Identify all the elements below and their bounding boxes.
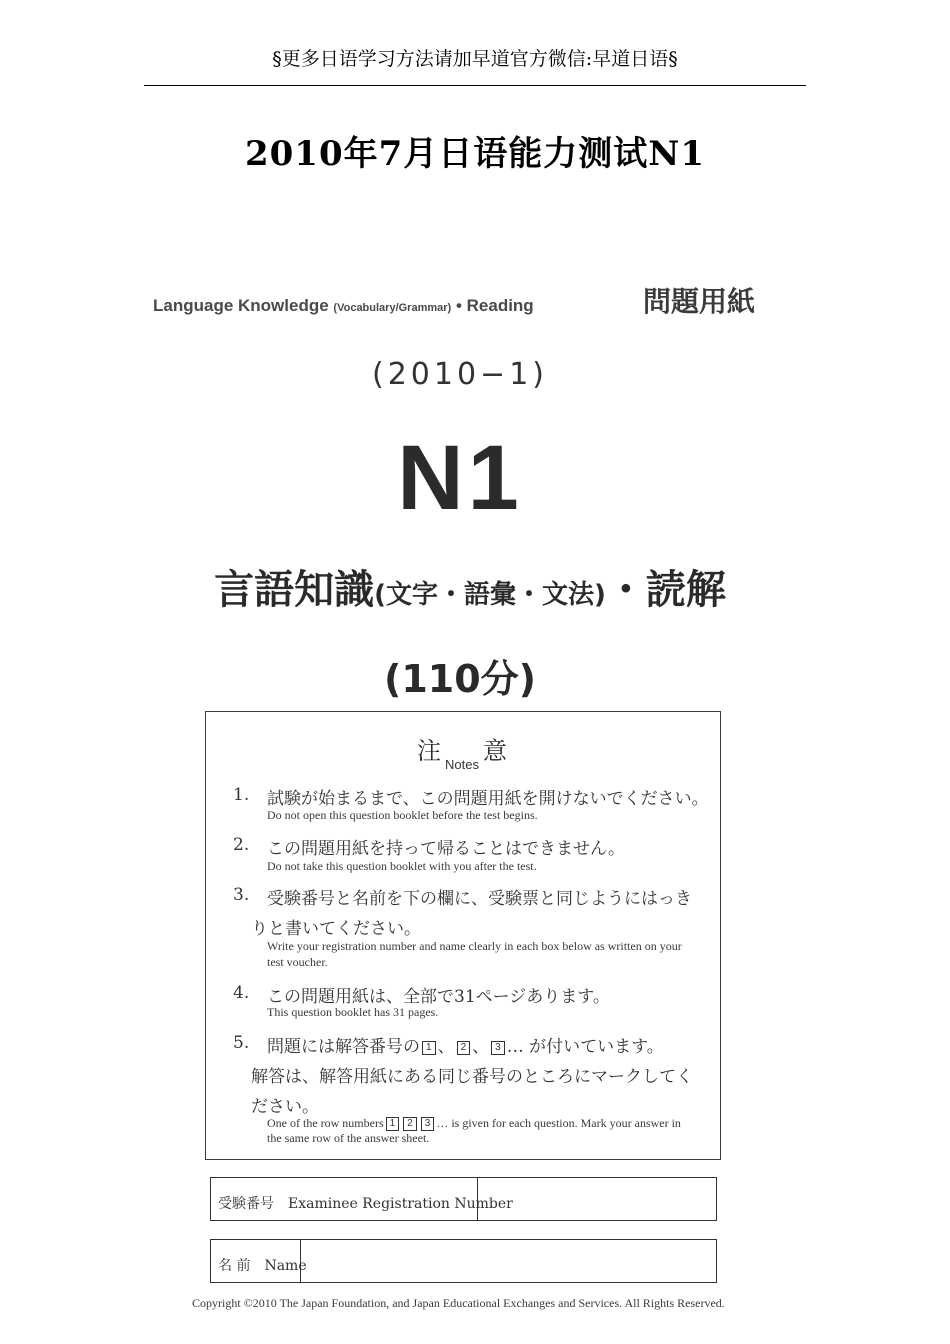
note-english: Write your registration number and name clearly in each box below as written on your	[267, 939, 682, 953]
note-english: This question booklet has 31 pages.	[267, 1005, 439, 1019]
notes-title-right: 意	[483, 737, 507, 765]
row-number-mark: 1	[386, 1117, 400, 1131]
note-japanese: この問題用紙は、全部で31ページあります。	[267, 987, 610, 1007]
booklet-label: 問題用紙	[643, 285, 756, 318]
note-english-suffix: … is given for each question. Mark your answer in	[436, 1116, 681, 1130]
section-tail: ・読解	[605, 567, 726, 613]
registration-number-label: 受験番号 Examinee Registration Number	[218, 1196, 513, 1212]
note-japanese: りと書いてください。	[251, 919, 421, 939]
note-japanese: 受験番号と名前を下の欄に、受験票と同じようにはっき	[267, 889, 692, 909]
row-number-mark: 1	[422, 1041, 436, 1055]
note-japanese-prefix: 問題には解答番号の	[267, 1037, 420, 1057]
registration-number-divider	[477, 1178, 478, 1220]
level-heading: N1	[397, 427, 523, 529]
header-divider	[144, 85, 806, 86]
note-english: test voucher.	[267, 955, 328, 969]
subject-english	[153, 296, 534, 316]
row-number-mark: 2	[403, 1117, 417, 1131]
row-number-mark: 3	[491, 1041, 505, 1055]
subject-english-main: Language Knowledge	[153, 296, 329, 315]
note-japanese-suffix: … が付いています。	[506, 1037, 664, 1057]
exam-code: (2010−1)	[372, 357, 548, 392]
promo-header: §更多日语学习方法请加早道官方微信:早道日语§	[272, 48, 678, 70]
note-number: 1.	[233, 785, 250, 805]
duration: (110分)	[383, 657, 537, 701]
note-japanese: この問題用紙を持って帰ることはできません。	[267, 839, 626, 859]
section-main: 言語知識	[214, 567, 375, 613]
subject-english-sub: (Vocabulary/Grammar)	[333, 302, 452, 314]
name-label: 名 前 Name	[218, 1258, 307, 1274]
note-english-prefix: One of the row numbers	[267, 1116, 384, 1130]
note-english: the same row of the answer sheet.	[267, 1131, 430, 1145]
registration-number-input[interactable]	[480, 1179, 713, 1218]
name-divider	[300, 1240, 301, 1282]
subject-english-tail: • Reading	[455, 296, 534, 315]
copyright-notice: Copyright ©2010 The Japan Foundation, and Japan Educational Exchanges and Services. All Rights Reserved.	[192, 1296, 725, 1310]
row-number-mark: 3	[421, 1117, 435, 1131]
row-number-mark: 2	[457, 1041, 471, 1055]
section-sub: (文字・語彙・文法)	[374, 580, 606, 610]
note-japanese: 問題には解答番号の 1 、 2 、 3 … が付いています。	[267, 1037, 664, 1057]
note-english: Do not take this question booklet with you after the test.	[267, 859, 537, 873]
note-japanese: 試験が始まるまで、この問題用紙を開けないでください。	[267, 789, 709, 809]
note-japanese: ださい。	[251, 1097, 319, 1117]
note-number: 4.	[233, 983, 250, 1003]
note-japanese: 解答は、解答用紙にある同じ番号のところにマークしてく	[251, 1067, 693, 1087]
note-english: Do not open this question booklet before the test begins.	[267, 808, 538, 822]
notes-title-left: 注	[417, 737, 441, 765]
name-input[interactable]	[303, 1241, 713, 1280]
note-number: 3.	[233, 885, 250, 905]
note-number: 2.	[233, 835, 250, 855]
section-title	[160, 558, 780, 615]
notes-title-english: Notes	[445, 757, 479, 772]
page-title: 2010年7月日语能力测试N1	[244, 134, 706, 174]
note-number: 5.	[233, 1033, 250, 1053]
note-english	[267, 1116, 681, 1131]
